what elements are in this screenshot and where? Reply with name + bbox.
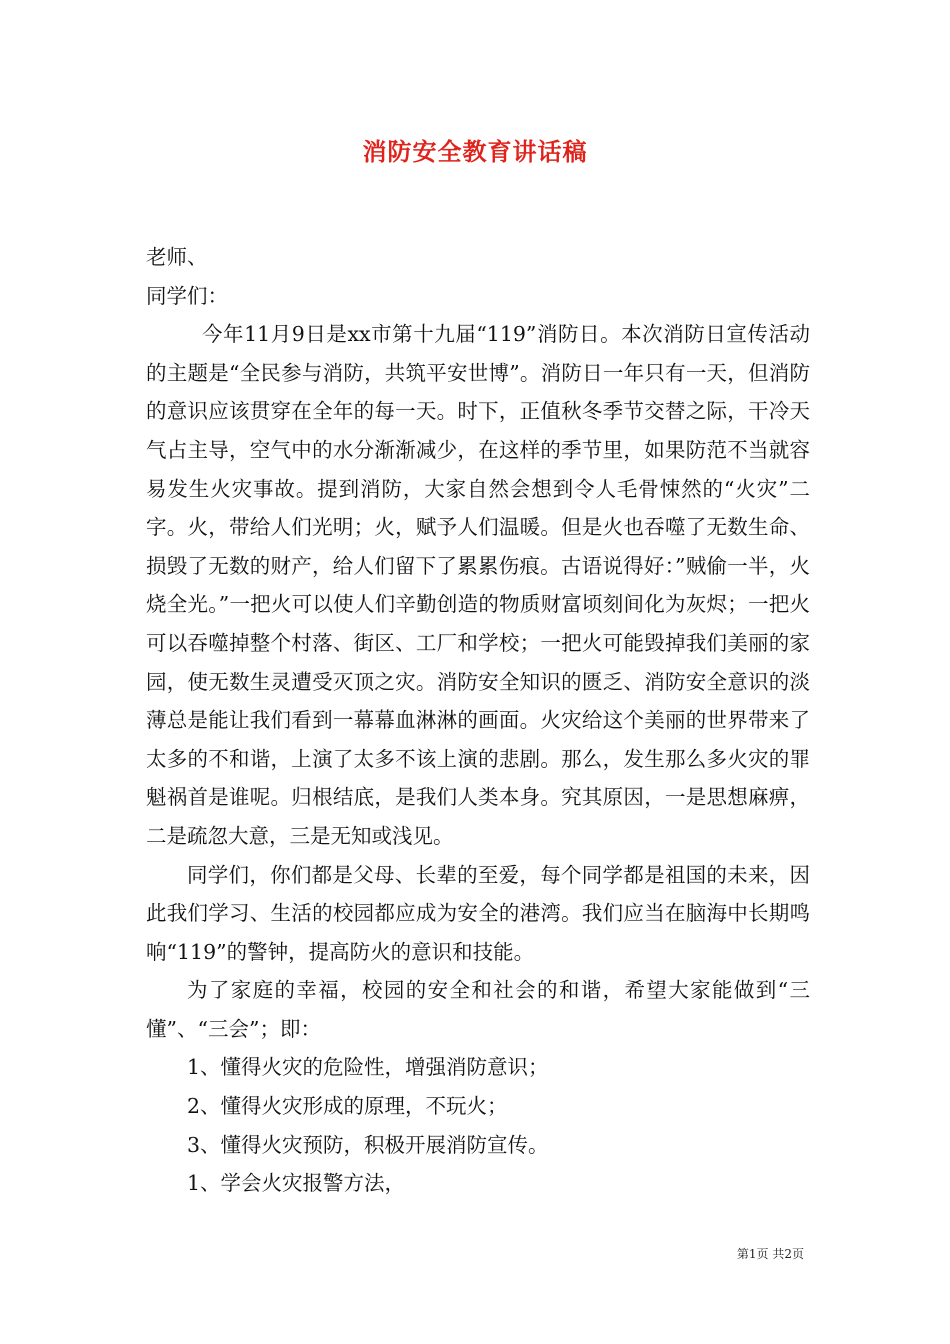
footer-middle: 页 共 [756,1247,785,1261]
list-item: 1、懂得火灾的危险性，增强消防意识； [187,1055,549,1080]
footer-current-page: 1 [748,1247,757,1261]
paragraph: 为了家庭的幸福，校园的安全和社会的和谐，希望大家能做到“三懂”、“三会”；即： [146,978,810,1041]
footer-total-pages: 2 [784,1247,792,1261]
footer-prefix: 第 [736,1247,749,1261]
paragraph: 同学们，你们都是父母、长辈的至爱，每个同学都是祖国的未来，因此我们学习、生活的校园都应成为安全的港湾。我们应当在脑海中长期鸣响“119”的警钟，提高防火的意识和技能。 [146,862,810,964]
list-item: 1、学会火灾报警方法， [187,1171,406,1196]
salutation-students: 同学们： [146,283,228,308]
salutation-teachers: 老师、 [146,245,208,269]
document-title: 消防安全教育讲话稿 [362,137,588,166]
list-item: 2、懂得火灾形成的原理，不玩火； [187,1094,508,1119]
document-body [146,238,810,1203]
footer-suffix: 页 [791,1247,804,1261]
list-item: 3、懂得火灾预防，积极开展消防宣传。 [187,1132,549,1157]
paragraph: 今年11月9日是xx市第十九届“119”消防日。本次消防日宣传活动的主题是“全民参与消防，共筑平安世博”。消防日一年只有一天，但消防的意识应该贯穿在全年的每一天。时下，正值秋冬季节交替之际，干冷天气占主导，空气中的水分渐渐减少，在这样的季节里，如果防范不当就容易发生火灾事故。提到消防，大家自然会想到令人毛骨悚然的“火灾”二字。火，带给人们光明；火，赋予人们温暖。但是火也吞噬了无数生命、损毁了无数的财产，给人们留下了累累伤痕。古语说得好：”贼偷一半，火烧全光。”一把火可以使人们辛勤创造的物质财富顷刻间化为灰烬；一把火可以吞噬掉整个村落、街区、工厂和学校；一把火可能毁掉我们美丽的家园，使无数生灵遭受灭顶之灾。消防安全知识的匮乏、消防安全意识的淡薄总是能让我们看到一幕幕血淋淋的画面。火灾给这个美丽的世界带来了太多的不和谐，上演了太多不该上演的悲剧。那么，发生那么多火灾的罪魁祸首是谁呢。归根结底，是我们人类本身。究其原因，一是思想麻痹，二是疏忽大意，三是无知或浅见。 [146,322,810,848]
page-number-footer [737,1245,804,1262]
